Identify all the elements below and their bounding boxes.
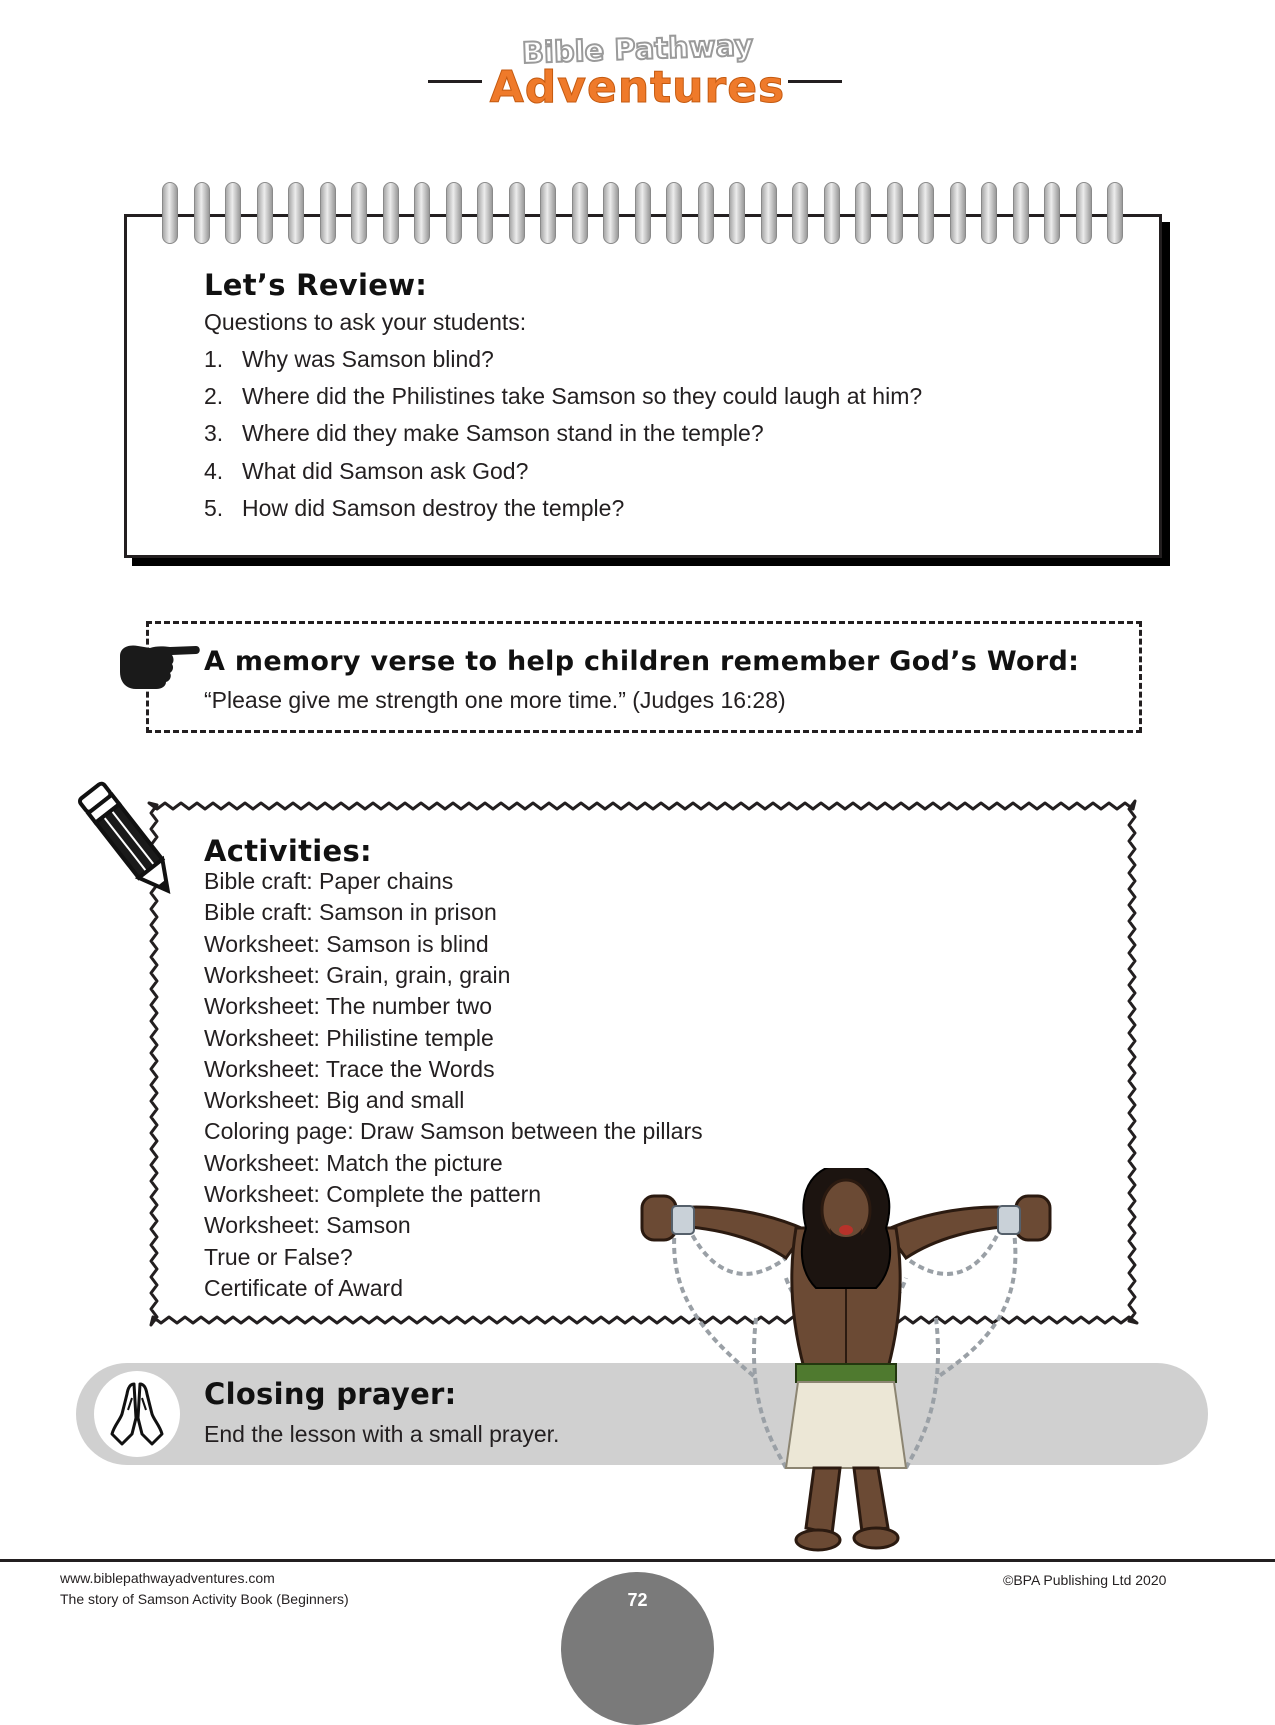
- question-number: 1.: [204, 346, 224, 372]
- footer-website-link[interactable]: www.biblepathwayadventures.com: [60, 1570, 275, 1586]
- closing-prayer-text: End the lesson with a small prayer.: [204, 1421, 560, 1447]
- footer-rule: [0, 1559, 1275, 1562]
- spiral-ring: [162, 182, 178, 244]
- spiral-ring: [572, 182, 588, 244]
- memory-verse-title: A memory verse to help children remember God’s Word:: [204, 646, 1080, 677]
- activity-item: Bible craft: Paper chains: [204, 868, 454, 894]
- spiral-ring: [729, 182, 745, 244]
- question-text: Why was Samson blind?: [242, 346, 494, 372]
- page-number: 72: [627, 1590, 648, 1610]
- footer-copyright: ©BPA Publishing Ltd 2020: [1003, 1572, 1167, 1588]
- activities-title: Activities:: [204, 834, 372, 868]
- spiral-ring: [1076, 182, 1092, 244]
- spiral-ring: [887, 182, 903, 244]
- logo-top-text: Bible Pathway: [521, 27, 754, 71]
- activity-item: Bible craft: Samson in prison: [204, 899, 497, 926]
- spiral-ring: [1013, 182, 1029, 244]
- activity-item: Coloring page: Draw Samson between the pillars: [204, 1118, 703, 1145]
- spiral-ring: [1044, 182, 1060, 244]
- praying-hands-icon: [104, 1378, 170, 1450]
- activity-item: Worksheet: Big and small: [204, 1087, 465, 1114]
- pointing-hand-icon: [116, 634, 202, 694]
- memory-verse-box: [146, 621, 1142, 733]
- closing-prayer-title: Closing prayer:: [204, 1377, 457, 1411]
- spiral-ring: [320, 182, 336, 244]
- spiral-ring: [383, 182, 399, 244]
- question-number: 2.: [204, 383, 224, 409]
- activity-item: Worksheet: Grain, grain, grain: [204, 961, 511, 988]
- spiral-ring: [257, 182, 273, 244]
- spiral-ring: [950, 182, 966, 244]
- spiral-ring: [792, 182, 808, 244]
- review-title: Let’s Review:: [204, 268, 428, 302]
- activity-item: Worksheet: Samson: [204, 1212, 411, 1239]
- activity-item: Worksheet: Samson is blind: [204, 930, 489, 957]
- spiral-ring: [666, 182, 682, 244]
- question-number: 5.: [204, 495, 224, 521]
- spiral-ring: [855, 182, 871, 244]
- review-intro: Questions to ask your students:: [204, 309, 527, 335]
- spiral-ring: [351, 182, 367, 244]
- spiral-ring: [918, 182, 934, 244]
- activity-item: Worksheet: Trace the Words: [204, 1055, 495, 1082]
- spiral-ring: [225, 182, 241, 244]
- spiral-ring: [194, 182, 210, 244]
- spiral-ring: [603, 182, 619, 244]
- question-number: 4.: [204, 458, 224, 484]
- activity-item: Certificate of Award: [204, 1274, 404, 1301]
- question-text: Where did they make Samson stand in the temple?: [242, 420, 764, 446]
- activity-item: Worksheet: Complete the pattern: [204, 1181, 542, 1207]
- question-number: 3.: [204, 420, 224, 446]
- question-text: How did Samson destroy the temple?: [242, 495, 625, 521]
- spiral-ring: [761, 182, 777, 244]
- spiral-ring: [698, 182, 714, 244]
- spiral-ring: [509, 182, 525, 244]
- footer-book-title: The story of Samson Activity Book (Beginners): [60, 1591, 349, 1607]
- spiral-ring: [635, 182, 651, 244]
- spiral-ring: [446, 182, 462, 244]
- samson-breaking-chains-illustration: [636, 1168, 1056, 1568]
- spiral-ring: [981, 182, 997, 244]
- spiral-ring: [1107, 182, 1123, 244]
- question-text: What did Samson ask God?: [242, 458, 529, 484]
- activity-item: Worksheet: Match the picture: [204, 1149, 503, 1176]
- memory-verse-text: “Please give me strength one more time.” (Judges 16:28): [204, 687, 786, 713]
- activity-item: True or False?: [204, 1243, 353, 1270]
- spiral-ring: [540, 182, 556, 244]
- question-text: Where did the Philistines take Samson so they could laugh at him?: [242, 383, 923, 409]
- activity-item: Worksheet: Philistine temple: [204, 1024, 494, 1051]
- pencil-icon: [70, 772, 188, 910]
- spiral-ring: [288, 182, 304, 244]
- spiral-ring: [414, 182, 430, 244]
- spiral-ring: [477, 182, 493, 244]
- logo-main-text: Adventures: [489, 62, 786, 113]
- activity-item: Worksheet: The number two: [204, 993, 493, 1020]
- spiral-ring: [824, 182, 840, 244]
